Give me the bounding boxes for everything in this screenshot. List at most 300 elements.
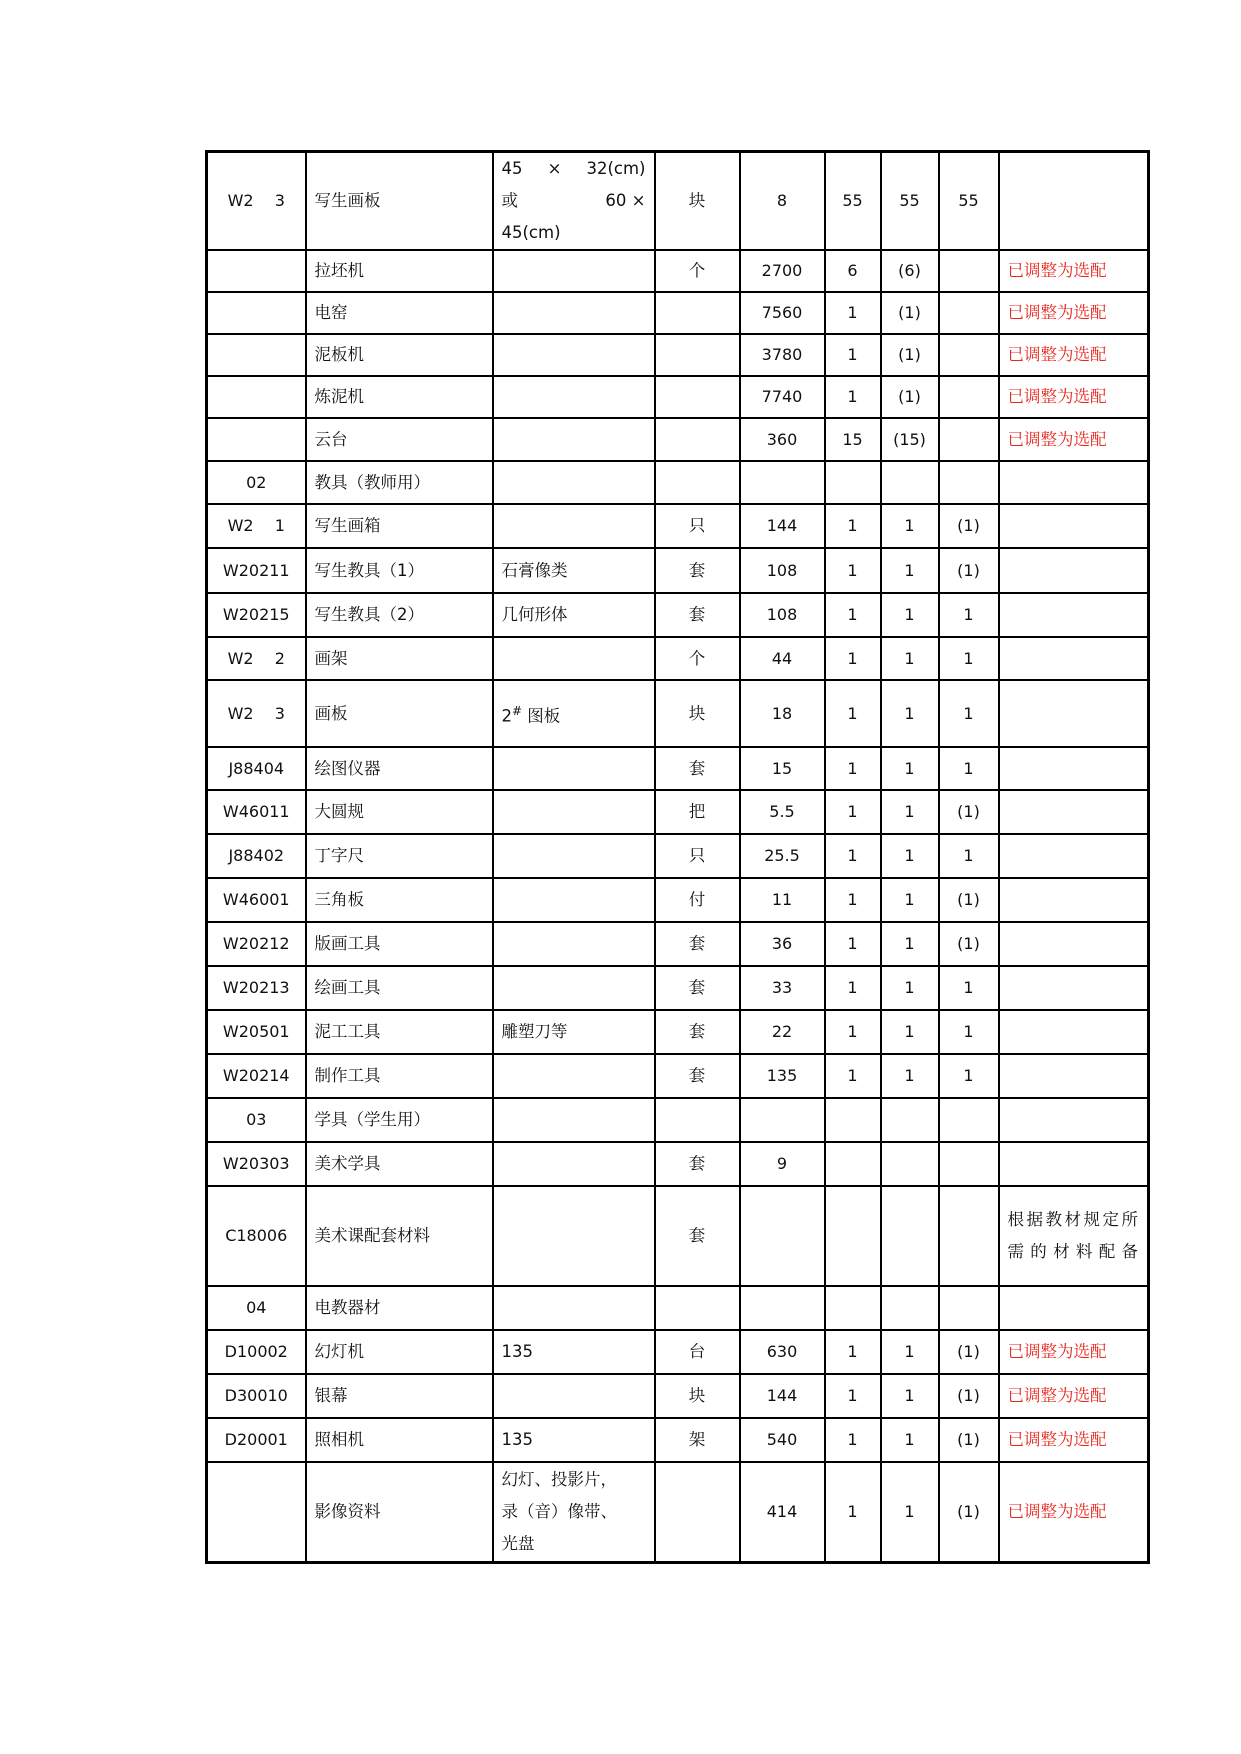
- item-code-cell: J88402: [207, 834, 306, 878]
- item-spec-cell: [493, 637, 655, 680]
- quantity-col2-cell: 1: [881, 878, 939, 922]
- item-name-cell: 拉坯机: [306, 250, 493, 292]
- item-name-cell: 电窑: [306, 292, 493, 334]
- item-note-cell: [999, 548, 1149, 593]
- item-note-cell: [999, 1142, 1149, 1186]
- item-name-cell: 幻灯机: [306, 1330, 493, 1374]
- item-spec-cell: [493, 966, 655, 1010]
- quantity-col1-cell: [825, 1286, 881, 1330]
- equipment-table-body: [207, 152, 1149, 1563]
- quantity-col2-cell: 1: [881, 747, 939, 790]
- table-row: [207, 418, 1149, 461]
- quantity-col3-cell: [939, 1142, 999, 1186]
- item-spec-cell: [493, 878, 655, 922]
- item-code-cell: W20214: [207, 1054, 306, 1098]
- equipment-list-sheet: [205, 150, 1147, 1564]
- table-row: [207, 1462, 1149, 1562]
- item-price-cell: 44: [740, 637, 825, 680]
- table-row: [207, 637, 1149, 680]
- item-price-cell: 108: [740, 593, 825, 637]
- table-row: [207, 1054, 1149, 1098]
- quantity-col3-cell: [939, 1286, 999, 1330]
- quantity-col2-cell: (1): [881, 292, 939, 334]
- item-price-cell: 540: [740, 1418, 825, 1462]
- quantity-col3-cell: (1): [939, 1374, 999, 1418]
- item-name-cell: 写生画板: [306, 152, 493, 251]
- quantity-col3-cell: 1: [939, 834, 999, 878]
- quantity-col1-cell: 1: [825, 548, 881, 593]
- item-unit-cell: [655, 292, 740, 334]
- item-note-cell: [999, 878, 1149, 922]
- item-name-cell: 照相机: [306, 1418, 493, 1462]
- item-name-cell: 学具（学生用）: [306, 1098, 493, 1142]
- quantity-col3-cell: (1): [939, 1418, 999, 1462]
- item-name-cell: 美术课配套材料: [306, 1186, 493, 1286]
- item-code-cell: W2 1: [207, 504, 306, 548]
- quantity-col2-cell: [881, 1286, 939, 1330]
- item-note-cell: [999, 922, 1149, 966]
- quantity-col1-cell: 1: [825, 1330, 881, 1374]
- item-code-cell: W20211: [207, 548, 306, 593]
- item-spec-cell: 石膏像类: [493, 548, 655, 593]
- item-spec-cell: 135: [493, 1418, 655, 1462]
- item-price-cell: 630: [740, 1330, 825, 1374]
- item-note-cell: [999, 152, 1149, 251]
- table-row: [207, 922, 1149, 966]
- quantity-col2-cell: (1): [881, 334, 939, 376]
- item-note-cell: 已调整为选配: [999, 1330, 1149, 1374]
- table-row: [207, 1418, 1149, 1462]
- item-spec-cell: [493, 292, 655, 334]
- item-note-cell: [999, 747, 1149, 790]
- quantity-col2-cell: (6): [881, 250, 939, 292]
- quantity-col3-cell: [939, 1098, 999, 1142]
- item-name-cell: 绘图仪器: [306, 747, 493, 790]
- quantity-col2-cell: 1: [881, 504, 939, 548]
- item-price-cell: 7560: [740, 292, 825, 334]
- item-unit-cell: 把: [655, 790, 740, 834]
- quantity-col2-cell: 1: [881, 1462, 939, 1562]
- item-unit-cell: [655, 334, 740, 376]
- quantity-col1-cell: [825, 1142, 881, 1186]
- quantity-col3-cell: (1): [939, 922, 999, 966]
- quantity-col3-cell: 1: [939, 1010, 999, 1054]
- item-spec-cell: [493, 1286, 655, 1330]
- item-note-cell: [999, 504, 1149, 548]
- table-row: [207, 504, 1149, 548]
- item-name-cell: 写生教具（1）: [306, 548, 493, 593]
- item-unit-cell: 套: [655, 593, 740, 637]
- item-note-cell: 根据教材规定所需的材料配备: [999, 1186, 1149, 1286]
- quantity-col1-cell: [825, 461, 881, 504]
- item-code-cell: W46001: [207, 878, 306, 922]
- equipment-table: [205, 150, 1150, 1564]
- item-code-cell: [207, 334, 306, 376]
- item-note-cell: [999, 1010, 1149, 1054]
- quantity-col3-cell: [939, 418, 999, 461]
- item-price-cell: 36: [740, 922, 825, 966]
- quantity-col3-cell: [939, 376, 999, 418]
- quantity-col2-cell: 1: [881, 1374, 939, 1418]
- item-note-cell: [999, 637, 1149, 680]
- table-row: [207, 152, 1149, 251]
- item-code-cell: 02: [207, 461, 306, 504]
- item-name-cell: 美术学具: [306, 1142, 493, 1186]
- item-code-cell: W2 2: [207, 637, 306, 680]
- item-spec-cell: 雕塑刀等: [493, 1010, 655, 1054]
- item-unit-cell: 台: [655, 1330, 740, 1374]
- quantity-col2-cell: (15): [881, 418, 939, 461]
- item-unit-cell: 套: [655, 1054, 740, 1098]
- quantity-col3-cell: (1): [939, 1462, 999, 1562]
- item-code-cell: W20213: [207, 966, 306, 1010]
- item-price-cell: 22: [740, 1010, 825, 1054]
- item-name-cell: 画板: [306, 680, 493, 747]
- item-spec-cell: [493, 461, 655, 504]
- spec-text: 45(cm): [501, 223, 561, 242]
- table-row: [207, 548, 1149, 593]
- quantity-col3-cell: (1): [939, 548, 999, 593]
- item-price-cell: 2700: [740, 250, 825, 292]
- item-price-cell: 108: [740, 548, 825, 593]
- item-unit-cell: [655, 376, 740, 418]
- item-note-cell: 已调整为选配: [999, 334, 1149, 376]
- item-price-cell: 414: [740, 1462, 825, 1562]
- item-price-cell: 33: [740, 966, 825, 1010]
- item-unit-cell: 套: [655, 922, 740, 966]
- item-unit-cell: 个: [655, 637, 740, 680]
- table-row: [207, 1142, 1149, 1186]
- item-unit-cell: 套: [655, 1142, 740, 1186]
- item-name-cell: 电教器材: [306, 1286, 493, 1330]
- item-name-cell: 影像资料: [306, 1462, 493, 1562]
- spec-text: 2: [501, 706, 512, 726]
- item-note-cell: 已调整为选配: [999, 376, 1149, 418]
- item-note-cell: [999, 790, 1149, 834]
- quantity-col3-cell: 1: [939, 747, 999, 790]
- table-row: [207, 593, 1149, 637]
- item-name-cell: 制作工具: [306, 1054, 493, 1098]
- item-code-cell: 03: [207, 1098, 306, 1142]
- item-note-cell: 已调整为选配: [999, 418, 1149, 461]
- item-note-cell: 已调整为选配: [999, 1374, 1149, 1418]
- quantity-col3-cell: 55: [939, 152, 999, 251]
- table-row: [207, 680, 1149, 747]
- item-spec-cell: [493, 1462, 655, 1562]
- quantity-col1-cell: 1: [825, 922, 881, 966]
- item-code-cell: 04: [207, 1286, 306, 1330]
- item-name-cell: 写生教具（2）: [306, 593, 493, 637]
- table-row: [207, 1010, 1149, 1054]
- item-price-cell: [740, 1286, 825, 1330]
- spec-line: [502, 1528, 646, 1560]
- item-code-cell: [207, 376, 306, 418]
- quantity-col2-cell: [881, 1142, 939, 1186]
- item-unit-cell: 套: [655, 747, 740, 790]
- quantity-col1-cell: 1: [825, 292, 881, 334]
- table-row: [207, 834, 1149, 878]
- quantity-col3-cell: [939, 461, 999, 504]
- quantity-col1-cell: 1: [825, 637, 881, 680]
- item-note-cell: 已调整为选配: [999, 1462, 1149, 1562]
- spec-text: 光盘: [501, 1533, 535, 1553]
- item-name-cell: 教具（教师用）: [306, 461, 493, 504]
- item-code-cell: W20501: [207, 1010, 306, 1054]
- item-note-cell: [999, 461, 1149, 504]
- item-spec-cell: 几何形体: [493, 593, 655, 637]
- table-row: [207, 1374, 1149, 1418]
- quantity-col3-cell: [939, 292, 999, 334]
- item-unit-cell: 套: [655, 548, 740, 593]
- item-price-cell: [740, 461, 825, 504]
- quantity-col1-cell: 1: [825, 680, 881, 747]
- quantity-col1-cell: 1: [825, 878, 881, 922]
- item-code-cell: W46011: [207, 790, 306, 834]
- item-code-cell: [207, 1462, 306, 1562]
- item-price-cell: 11: [740, 878, 825, 922]
- quantity-col2-cell: 1: [881, 593, 939, 637]
- quantity-col1-cell: 1: [825, 747, 881, 790]
- quantity-col1-cell: 1: [825, 1418, 881, 1462]
- item-note-cell: [999, 1054, 1149, 1098]
- item-code-cell: W20212: [207, 922, 306, 966]
- quantity-col3-cell: (1): [939, 878, 999, 922]
- item-unit-cell: 只: [655, 504, 740, 548]
- table-row: [207, 334, 1149, 376]
- quantity-col1-cell: 1: [825, 790, 881, 834]
- item-price-cell: 7740: [740, 376, 825, 418]
- quantity-col3-cell: 1: [939, 593, 999, 637]
- item-price-cell: 9: [740, 1142, 825, 1186]
- item-spec-cell: [493, 1374, 655, 1418]
- quantity-col1-cell: [825, 1098, 881, 1142]
- quantity-col1-cell: 1: [825, 1374, 881, 1418]
- spec-text: 或: [501, 191, 518, 210]
- item-code-cell: [207, 292, 306, 334]
- quantity-col2-cell: 1: [881, 637, 939, 680]
- item-note-cell: [999, 1098, 1149, 1142]
- item-unit-cell: [655, 461, 740, 504]
- item-code-cell: D10002: [207, 1330, 306, 1374]
- item-name-cell: 银幕: [306, 1374, 493, 1418]
- item-code-cell: [207, 418, 306, 461]
- quantity-col1-cell: 1: [825, 376, 881, 418]
- item-spec-cell: [493, 418, 655, 461]
- item-spec-cell: [493, 334, 655, 376]
- quantity-col3-cell: (1): [939, 504, 999, 548]
- quantity-col3-cell: 1: [939, 680, 999, 747]
- item-note-cell: [999, 966, 1149, 1010]
- item-unit-cell: [655, 1462, 740, 1562]
- item-note-cell: [999, 593, 1149, 637]
- item-note-cell: 已调整为选配: [999, 292, 1149, 334]
- item-price-cell: 8: [740, 152, 825, 251]
- item-name-cell: 画架: [306, 637, 493, 680]
- item-spec-cell: [493, 1098, 655, 1142]
- table-row: [207, 966, 1149, 1010]
- item-name-cell: 丁字尺: [306, 834, 493, 878]
- item-note-cell: [999, 834, 1149, 878]
- item-spec-cell: [493, 1142, 655, 1186]
- quantity-col2-cell: 1: [881, 1418, 939, 1462]
- spec-line: [502, 185, 646, 217]
- item-code-cell: W2 3: [207, 680, 306, 747]
- item-spec-cell: [493, 834, 655, 878]
- quantity-col3-cell: (1): [939, 1330, 999, 1374]
- item-spec-cell: [493, 152, 655, 251]
- quantity-col3-cell: [939, 1186, 999, 1286]
- item-price-cell: 135: [740, 1054, 825, 1098]
- item-note-cell: 已调整为选配: [999, 250, 1149, 292]
- item-price-cell: [740, 1098, 825, 1142]
- item-unit-cell: [655, 1286, 740, 1330]
- item-code-cell: C18006: [207, 1186, 306, 1286]
- item-price-cell: [740, 1186, 825, 1286]
- item-unit-cell: 套: [655, 1186, 740, 1286]
- item-price-cell: 360: [740, 418, 825, 461]
- item-spec-cell: [493, 680, 655, 747]
- item-spec-cell: [493, 376, 655, 418]
- item-code-cell: W20303: [207, 1142, 306, 1186]
- item-note-cell: [999, 680, 1149, 747]
- table-row: [207, 1098, 1149, 1142]
- quantity-col1-cell: 1: [825, 1054, 881, 1098]
- quantity-col2-cell: 1: [881, 966, 939, 1010]
- item-name-cell: 三角板: [306, 878, 493, 922]
- item-unit-cell: 套: [655, 966, 740, 1010]
- item-name-cell: 大圆规: [306, 790, 493, 834]
- quantity-col1-cell: 1: [825, 334, 881, 376]
- item-spec-cell: [493, 504, 655, 548]
- item-spec-cell: [493, 790, 655, 834]
- item-spec-cell: [493, 1186, 655, 1286]
- quantity-col2-cell: [881, 461, 939, 504]
- quantity-col3-cell: [939, 250, 999, 292]
- quantity-col1-cell: 55: [825, 152, 881, 251]
- quantity-col1-cell: 1: [825, 1462, 881, 1562]
- item-price-cell: 5.5: [740, 790, 825, 834]
- item-price-cell: 3780: [740, 334, 825, 376]
- table-row: [207, 878, 1149, 922]
- item-note-cell: 已调整为选配: [999, 1418, 1149, 1462]
- item-code-cell: D20001: [207, 1418, 306, 1462]
- item-unit-cell: 架: [655, 1418, 740, 1462]
- quantity-col1-cell: 1: [825, 834, 881, 878]
- quantity-col1-cell: 6: [825, 250, 881, 292]
- item-spec-cell: [493, 250, 655, 292]
- table-row: [207, 292, 1149, 334]
- item-note-cell: [999, 1286, 1149, 1330]
- table-row: [207, 376, 1149, 418]
- spec-text: ×: [547, 159, 562, 178]
- item-price-cell: 18: [740, 680, 825, 747]
- item-code-cell: [207, 250, 306, 292]
- quantity-col2-cell: 1: [881, 790, 939, 834]
- item-spec-cell: 135: [493, 1330, 655, 1374]
- spec-line: [502, 153, 646, 185]
- item-unit-cell: 块: [655, 1374, 740, 1418]
- spec-text: 60 ×: [605, 191, 646, 210]
- table-row: [207, 1286, 1149, 1330]
- table-row: [207, 1186, 1149, 1286]
- item-unit-cell: 块: [655, 680, 740, 747]
- item-spec-cell: [493, 922, 655, 966]
- item-name-cell: 泥板机: [306, 334, 493, 376]
- item-price-cell: 25.5: [740, 834, 825, 878]
- quantity-col2-cell: (1): [881, 376, 939, 418]
- quantity-col1-cell: [825, 1186, 881, 1286]
- quantity-col1-cell: 1: [825, 504, 881, 548]
- item-name-cell: 写生画箱: [306, 504, 493, 548]
- item-unit-cell: 个: [655, 250, 740, 292]
- item-unit-cell: 只: [655, 834, 740, 878]
- quantity-col3-cell: 1: [939, 1054, 999, 1098]
- item-name-cell: 炼泥机: [306, 376, 493, 418]
- quantity-col3-cell: [939, 334, 999, 376]
- spec-text: 幻灯、投影片，: [501, 1469, 617, 1489]
- table-row: [207, 747, 1149, 790]
- quantity-col3-cell: 1: [939, 966, 999, 1010]
- spec-text: 32(cm): [586, 159, 646, 178]
- item-price-cell: 15: [740, 747, 825, 790]
- item-unit-cell: 块: [655, 152, 740, 251]
- spec-line: [502, 1464, 646, 1496]
- table-row: [207, 790, 1149, 834]
- item-price-cell: 144: [740, 1374, 825, 1418]
- quantity-col1-cell: 15: [825, 418, 881, 461]
- item-code-cell: J88404: [207, 747, 306, 790]
- item-unit-cell: 付: [655, 878, 740, 922]
- quantity-col2-cell: 1: [881, 834, 939, 878]
- quantity-col2-cell: 1: [881, 922, 939, 966]
- quantity-col2-cell: 1: [881, 1054, 939, 1098]
- spec-line: [502, 217, 646, 249]
- item-unit-cell: [655, 418, 740, 461]
- quantity-col1-cell: 1: [825, 593, 881, 637]
- spec-superscript: #: [512, 703, 523, 718]
- item-unit-cell: [655, 1098, 740, 1142]
- spec-text: 图板: [522, 706, 561, 726]
- table-row: [207, 461, 1149, 504]
- quantity-col2-cell: 1: [881, 680, 939, 747]
- table-row: [207, 1330, 1149, 1374]
- spec-line: [502, 1496, 646, 1528]
- quantity-col3-cell: (1): [939, 790, 999, 834]
- item-name-cell: 泥工工具: [306, 1010, 493, 1054]
- table-row: [207, 250, 1149, 292]
- item-spec-cell: [493, 1054, 655, 1098]
- item-name-cell: 云台: [306, 418, 493, 461]
- quantity-col2-cell: 1: [881, 548, 939, 593]
- spec-text: 45: [501, 159, 523, 178]
- item-spec-cell: [493, 747, 655, 790]
- quantity-col1-cell: 1: [825, 966, 881, 1010]
- quantity-col1-cell: 1: [825, 1010, 881, 1054]
- item-name-cell: 版画工具: [306, 922, 493, 966]
- quantity-col2-cell: 1: [881, 1330, 939, 1374]
- quantity-col3-cell: 1: [939, 637, 999, 680]
- item-code-cell: W2 3: [207, 152, 306, 251]
- item-unit-cell: 套: [655, 1010, 740, 1054]
- item-price-cell: 144: [740, 504, 825, 548]
- quantity-col2-cell: [881, 1098, 939, 1142]
- quantity-col2-cell: 55: [881, 152, 939, 251]
- item-code-cell: D30010: [207, 1374, 306, 1418]
- item-code-cell: W20215: [207, 593, 306, 637]
- spec-text: 录（音）像带、: [501, 1501, 617, 1521]
- item-name-cell: 绘画工具: [306, 966, 493, 1010]
- quantity-col2-cell: 1: [881, 1010, 939, 1054]
